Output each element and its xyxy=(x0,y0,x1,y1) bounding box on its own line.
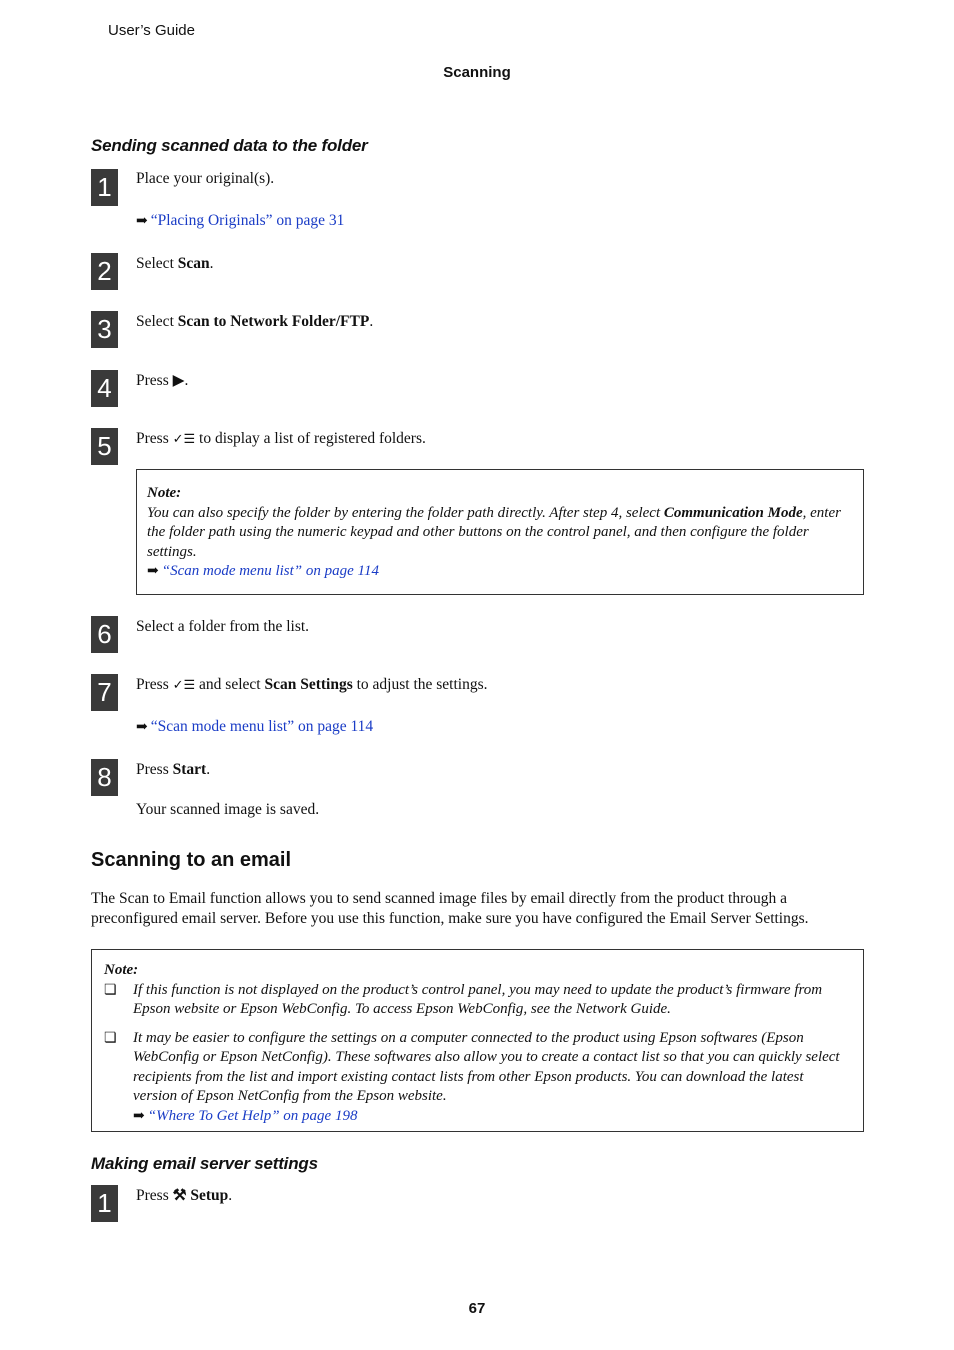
link-scan-mode-menu-note[interactable]: “Scan mode menu list” on page 114 xyxy=(161,563,379,579)
link-placing-originals[interactable]: “Placing Originals” on page 31 xyxy=(150,212,345,229)
step-badge-1: 1 xyxy=(91,169,118,206)
play-right-icon: ▶ xyxy=(172,372,185,389)
step-badge-7: 7 xyxy=(91,674,118,711)
running-head: User’s Guide xyxy=(108,22,195,39)
step-3-text: Select Scan to Network Folder/FTP. xyxy=(136,313,374,330)
list-menu-icon: ✓☰ xyxy=(172,677,196,692)
note-line-1: You can also specify the folder by entering the folder path directly. After step 4, select Communication Mode, enter xyxy=(147,504,841,521)
arrow-right-icon: ➡ xyxy=(136,720,148,735)
note-label: Note: xyxy=(104,962,139,978)
step-4-text: Press ▶. xyxy=(136,372,189,389)
step-1-text: Place your original(s). xyxy=(136,170,275,187)
arrow-right-icon: ➡ xyxy=(147,564,159,579)
arrow-right-icon: ➡ xyxy=(136,214,148,229)
note-line-2: the folder path using the numeric keypad and other buttons on the control panel, and then configure the folder xyxy=(147,524,809,540)
note-line-3: settings. xyxy=(147,543,197,560)
step-badge-email-1: 1 xyxy=(91,1185,118,1222)
note-link-row[interactable] xyxy=(147,562,853,582)
section-title-email: Scanning to an email xyxy=(91,849,292,871)
step-5-text: Press ✓☰ to display a list of registered folders. xyxy=(136,430,426,447)
step-8-text: Press Start. xyxy=(136,761,211,778)
step-badge-2: 2 xyxy=(91,253,118,290)
page-number: 67 xyxy=(468,1300,486,1317)
checkbox-bullet-icon: ❏ xyxy=(104,982,117,998)
subsection-title-email-server: Making email server settings xyxy=(91,1154,318,1173)
note-bullet-2: ❏ It may be easier to configure the settings on a computer connected to the product using Epson softwares (Epson WebConfig or Epson NetConfig). These softwares also allow you to create a contact list so that you can quickly select recipients from the list and import existing contact lists from other Epson products. You can download the latest version of Epson NetConfig from the Epson website. ➡ “Where To Get Help” on page 198 xyxy=(104,1029,855,1127)
list-menu-icon: ✓☰ xyxy=(172,431,196,446)
step-6-text: Select a folder from the list. xyxy=(136,618,310,635)
chapter-title: Scanning xyxy=(443,64,511,81)
step-7-link-row[interactable] xyxy=(136,717,373,738)
step-badge-4: 4 xyxy=(91,370,118,407)
arrow-right-icon: ➡ xyxy=(133,1108,145,1124)
note-label: Note: xyxy=(147,485,182,501)
step-7-text: Press ✓☰ and select Scan Settings to adjust the settings. xyxy=(136,676,488,693)
note-bullet-1: ❏ If this function is not displayed on the product’s control panel, you may need to update the product’s firmware from Epson website or Epson WebConfig. To access Epson WebConfig, see the Network Guide. xyxy=(104,981,855,1020)
step-8-result: Your scanned image is saved. xyxy=(136,801,320,818)
setup-tools-icon: ⚒ xyxy=(172,1187,187,1204)
step-badge-8: 8 xyxy=(91,759,118,796)
step-1-link-row[interactable] xyxy=(136,211,344,232)
step-badge-6: 6 xyxy=(91,616,118,653)
step-2-text: Select Scan. xyxy=(136,255,214,272)
note-box-email xyxy=(91,949,864,1132)
checkbox-bullet-icon: ❏ xyxy=(104,1030,117,1046)
note-link-row[interactable] xyxy=(133,1107,840,1127)
note-box-folder xyxy=(136,469,864,595)
email-step-1-text: Press ⚒ Setup. xyxy=(136,1187,233,1204)
step-badge-3: 3 xyxy=(91,311,118,348)
link-scan-mode-menu[interactable]: “Scan mode menu list” on page 114 xyxy=(150,718,374,735)
section-title-folder: Sending scanned data to the folder xyxy=(91,136,368,155)
link-where-to-get-help[interactable]: “Where To Get Help” on page 198 xyxy=(147,1107,358,1124)
step-badge-5: 5 xyxy=(91,428,118,465)
email-intro: The Scan to Email function allows you to send scanned image files by email directly from the product through a preconfigured email server. Before you use this function, make sure you have configured the Email Server Settings. xyxy=(91,890,809,927)
